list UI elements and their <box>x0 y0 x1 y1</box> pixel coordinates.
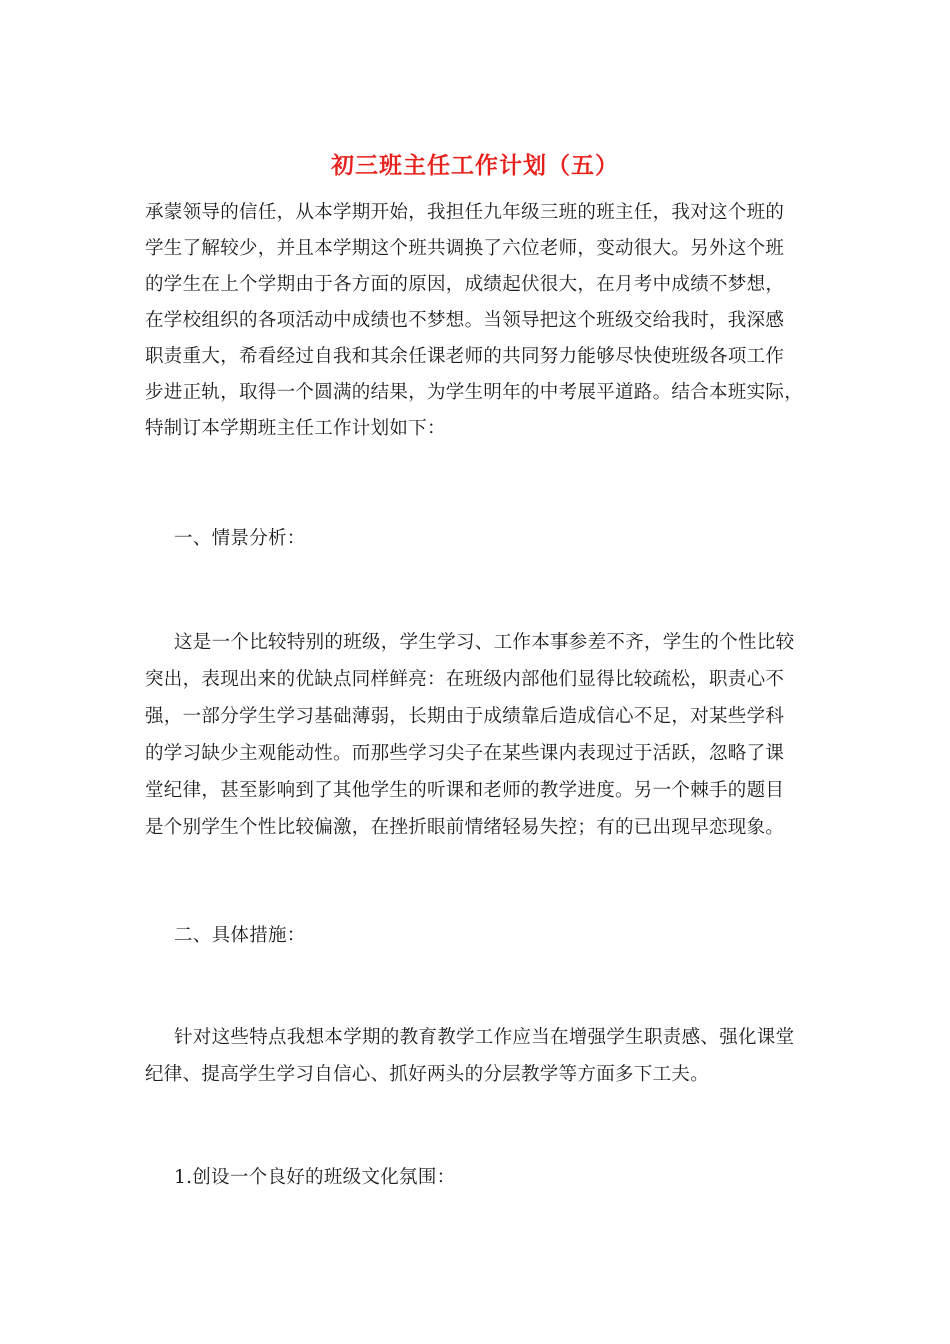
analysis-line-6: 是个别学生个性比较偏激，在挫折眼前情绪轻易失控；有的已出现早恋现象。 <box>145 817 785 838</box>
intro-line-3: 的学生在上个学期由于各方面的原因，成绩起伏很大，在月考中成绩不梦想， <box>145 274 785 295</box>
analysis-line-4: 的学习缺少主观能动性。而那些学习尖子在某些课内表现过于活跃，忽略了课 <box>145 743 785 764</box>
measures-line-2: 纪律、提高学生学习自信心、抓好两头的分层教学等方面多下工夫。 <box>145 1064 710 1085</box>
intro-line-1: 承蒙领导的信任，从本学期开始，我担任九年级三班的班主任，我对这个班的 <box>145 202 785 223</box>
measures-line-1: 针对这些特点我想本学期的教育教学工作应当在增强学生职责感、强化课堂 <box>174 1027 795 1048</box>
section-heading-measures: 二、具体措施： <box>174 925 306 946</box>
section-heading-analysis: 一、情景分析： <box>174 528 306 549</box>
analysis-line-1: 这是一个比较特别的班级，学生学习、工作本事参差不齐，学生的个性比较 <box>174 632 795 653</box>
document-title: 初三班主任工作计划（五） <box>331 152 619 179</box>
intro-line-5: 职责重大，希看经过自我和其余任课老师的共同努力能够尽快使班级各项工作 <box>145 346 785 367</box>
analysis-line-5: 堂纪律，甚至影响到了其他学生的听课和老师的教学进度。另一个棘手的题目 <box>145 780 785 801</box>
analysis-line-3: 强，一部分学生学习基础薄弱，长期由于成绩靠后造成信心不足，对某些学科 <box>145 706 785 727</box>
intro-line-4: 在学校组织的各项活动中成绩也不梦想。当领导把这个班级交给我时，我深感 <box>145 310 785 331</box>
intro-line-2: 学生了解较少，并且本学期这个班共调换了六位老师，变动很大。另外这个班 <box>145 238 785 259</box>
item-heading-1: 1.创设一个良好的班级文化氛围： <box>174 1167 456 1188</box>
analysis-line-2: 突出，表现出来的优缺点同样鲜亮：在班级内部他们显得比较疏松，职责心不 <box>145 669 785 690</box>
intro-line-6: 步进正轨，取得一个圆满的结果，为学生明年的中考展平道路。结合本班实际， <box>145 382 804 403</box>
intro-line-7: 特制订本学期班主任工作计划如下： <box>145 418 446 439</box>
